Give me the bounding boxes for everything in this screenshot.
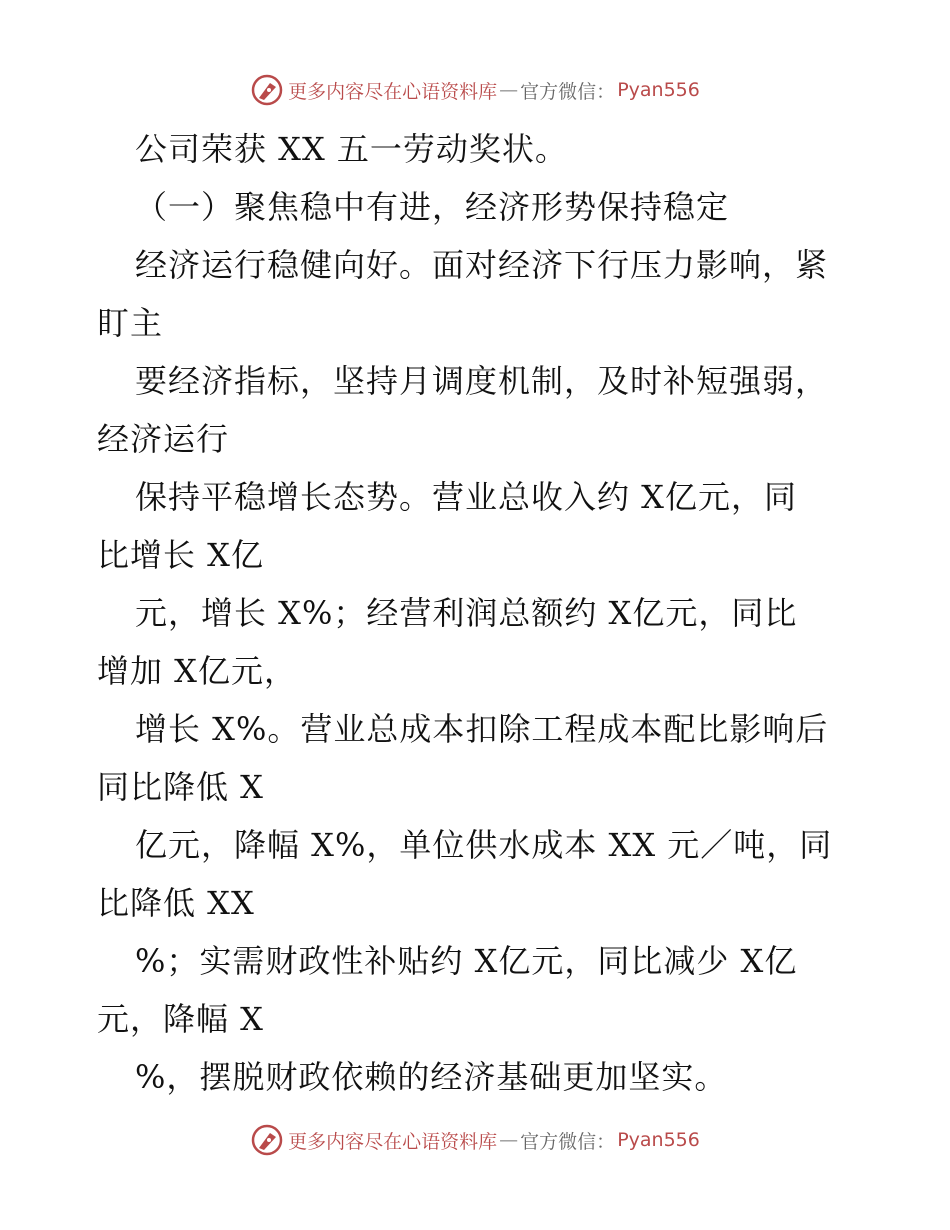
watermark-wechat-id: Pyan556	[617, 79, 700, 101]
watermark-separator: —	[499, 1129, 519, 1151]
watermark-header	[0, 70, 950, 110]
text-line: 比增长 X亿	[97, 536, 264, 574]
text-line: 亿元，降幅 X%，单位供水成本 XX 元／吨，同	[135, 826, 833, 864]
pen-nib-logo-icon	[250, 1123, 284, 1157]
text-line: 同比降低 X	[97, 768, 264, 806]
text-line: 比降低 XX	[97, 884, 255, 922]
watermark-separator: —	[499, 79, 519, 101]
text-line: 增长 X%。营业总成本扣除工程成本配比影响后	[135, 710, 829, 748]
watermark-official-label: 官方微信：	[520, 80, 616, 103]
text-line: 元，降幅 X	[97, 1000, 264, 1038]
text-line: 公司荣获 XX 五一劳动奖状。	[135, 130, 568, 168]
text-line: %；实需财政性补贴约 X亿元，同比减少 X亿	[135, 942, 798, 980]
text-line: 保持平稳增长态势。营业总收入约 X亿元，同	[135, 478, 797, 516]
watermark-footer	[0, 1120, 950, 1160]
text-line: %，摆脱财政依赖的经济基础更加坚实。	[135, 1058, 728, 1096]
text-line: 经济运行稳健向好。面对经济下行压力影响，紧	[135, 246, 829, 284]
watermark-text: 更多内容尽在心语资料库	[288, 80, 498, 103]
section-heading: （一）聚焦稳中有进，经济形势保持稳定	[135, 188, 730, 226]
watermark-text: 更多内容尽在心语资料库	[288, 1130, 498, 1153]
text-line: 元，增长 X%；经营利润总额约 X亿元，同比	[135, 594, 798, 632]
text-line: 要经济指标，坚持月调度机制，及时补短强弱，	[135, 362, 829, 400]
text-line: 增加 X亿元，	[97, 652, 297, 690]
watermark-wechat-id: Pyan556	[617, 1129, 700, 1151]
text-line: 盯主	[97, 304, 164, 342]
text-line: 经济运行	[97, 420, 230, 458]
pen-nib-logo-icon	[250, 73, 284, 107]
document-body	[97, 120, 857, 1106]
watermark-official-label: 官方微信：	[520, 1130, 616, 1153]
